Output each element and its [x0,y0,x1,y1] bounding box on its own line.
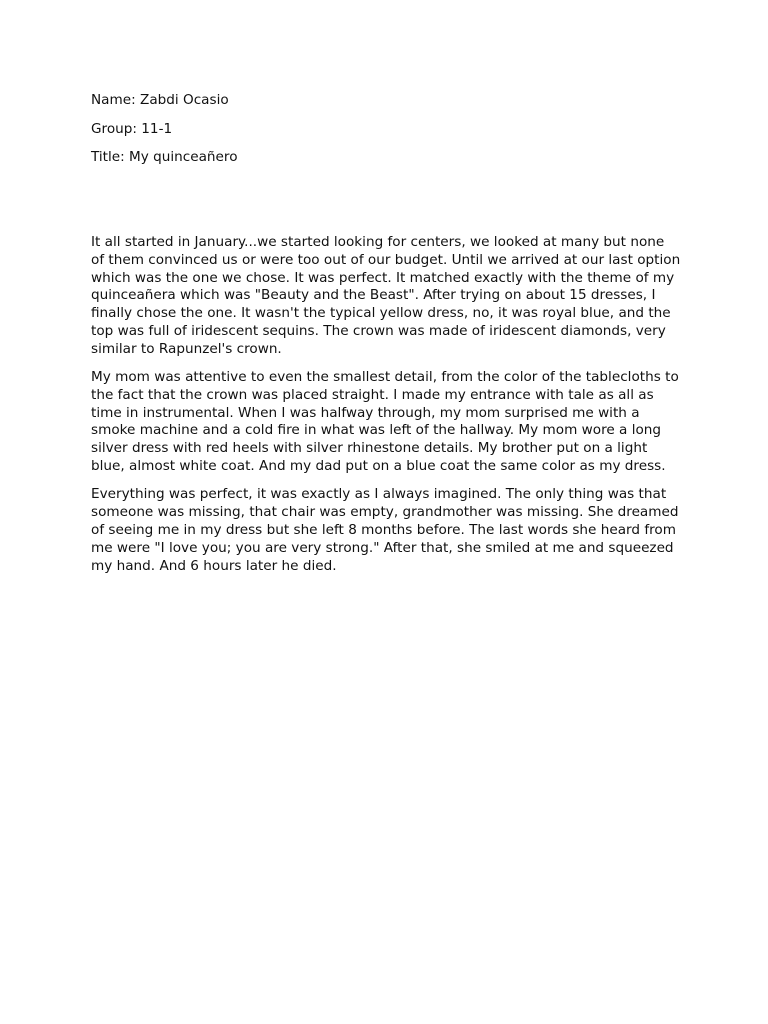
student-name: Name: Zabdi Ocasio [91,92,229,108]
document-header [91,92,681,178]
essay-title: Title: My quinceañero [91,149,238,165]
paragraph-1: It all started in January...we started looking for centers, we looked at many but none of them convinced us or were too out of our budget. Until we arrived at our last option which was the one we chose. It was perfect. It matched exactly with the theme of my quinceañera which was "Beauty and the Beast". After trying on about 15 dresses, I finally chose the one. It wasn't the typical yellow dress, no, it was royal blue, and the top was full of iridescent sequins. The crown was made of iridescent diamonds, very similar to Rapunzel's crown. [91,234,681,357]
paragraph-2: My mom was attentive to even the smallest detail, from the color of the tablecloths to the fact that the crown was placed straight. I made my entrance with tale as all as time in instrumental. When I was halfway through, my mom surprised me with a smoke machine and a cold fire in what was left of the hallway. My mom wore a long silver dress with red heels with silver rhinestone details. My brother put on a light blue, almost white coat. And my dad put on a blue coat the same color as my dress. [91,369,679,475]
paragraph-3: Everything was perfect, it was exactly as I always imagined. The only thing was that someone was missing, that chair was empty, grandmother was missing. She dreamed of seeing me in my dress but she left 8 months before. The last words she heard from me were "I love you; you are very strong." After that, she smiled at me and squeezed my hand. And 6 hours later he died. [91,486,679,574]
student-group: Group: 11-1 [91,120,173,137]
essay-body [91,234,681,586]
